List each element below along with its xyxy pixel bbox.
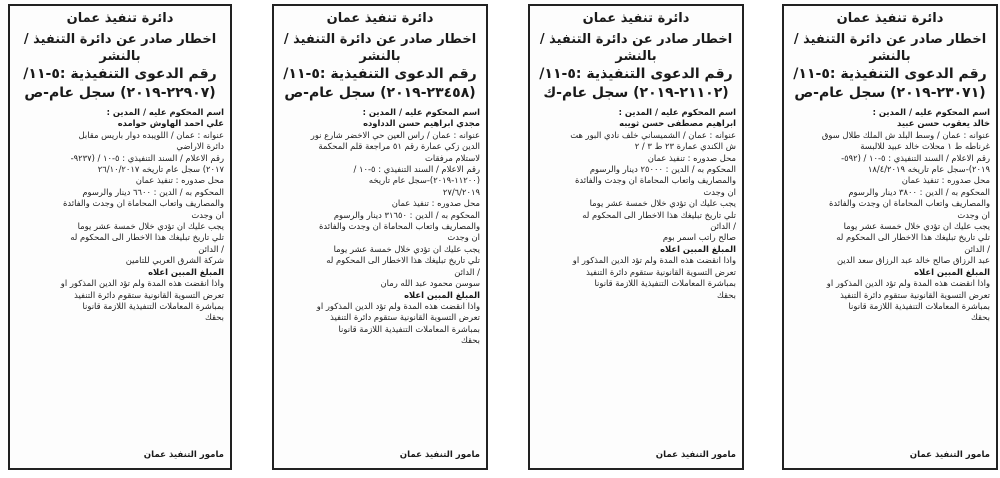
- department-heading: دائرة تنفيذ عمان: [836, 11, 944, 26]
- notice-line: المحكوم به / الدين : ٣١٦٥٠ دينار والرسوم: [333, 209, 480, 220]
- notice-line: ٢٠١٩)-سجل عام تاريخه ١٨/٤/٢٠١٩: [867, 164, 990, 175]
- notice-title: اخطار صادر عن دائرة التنفيذ / بالنشر: [283, 32, 477, 64]
- notice-line: بمباشرة المعاملات التنفيذية اللازمة قانونا: [82, 300, 224, 311]
- notice-line: والمصاريف واتعاب المحاماة ان وجدت والفائدة: [574, 175, 736, 186]
- notice-line: المحكوم به / الدين : ٢٥٠٠٠ دينار والرسوم: [589, 164, 736, 175]
- notice-line: / الدائن: [198, 243, 224, 254]
- notice-panel-2: [528, 4, 744, 470]
- notice-line: شركة الشرق العربي للتامين: [125, 255, 224, 266]
- notice-line: (١١٢٠٠-٢٠١٩)-سجل عام تاريخه: [368, 175, 480, 186]
- notice-line: رقم الاعلام / السند التنفيذي : ٥-١٠ / (٩٢٣٧-: [70, 152, 224, 163]
- notice-line: واذا انقضت هذه المدة ولم تؤد الدين المذكور او: [572, 255, 736, 266]
- notice-line: تلي تاريخ تبليغك هذا الاخطار الى المحكوم له: [70, 232, 224, 243]
- notice-line: ان وجدت: [957, 209, 990, 220]
- case-number-line-2: (٢٣٠٧١-٢٠١٩) سجل عام-ص: [794, 85, 986, 101]
- department-heading: دائرة تنفيذ عمان: [582, 11, 690, 26]
- notice-line: محل صدوره : تنفيذ عمان: [647, 152, 736, 163]
- notice-line: محل صدوره : تنفيذ عمان: [135, 175, 224, 186]
- notice-line: اسم المحكوم عليه / المدين :: [872, 107, 990, 117]
- notice-line: اسم المحكوم عليه / المدين :: [618, 107, 736, 117]
- notice-line: واذا انقضت هذه المدة ولم تؤد الدين المذكور او: [60, 278, 224, 289]
- notice-line: ان وجدت: [191, 209, 224, 220]
- notice-line: لاستلام مرفقات: [425, 152, 480, 163]
- notice-line: يجب عليك ان تؤدي خلال خمسة عشر يوما: [77, 221, 224, 232]
- department-heading: دائرة تنفيذ عمان: [326, 11, 434, 26]
- notice-line: تعرض التسوية القانونية ستقوم دائرة التنفيذ: [840, 289, 990, 300]
- notice-line: عنوانه : عمان / اللويبده دوار باريس مقابل: [78, 129, 224, 140]
- notice-line: واذا انقضت هذه المدة ولم تؤد الدين المذكور او: [826, 278, 990, 289]
- notice-body: [790, 107, 990, 324]
- notice-line: المحكوم به / الدين : ٦٦٠٠ دينار والرسوم: [82, 186, 224, 197]
- notice-line: المبلغ المبين اعلاه: [148, 266, 224, 277]
- notice-line: تلي تاريخ تبليغك هذا الاخطار الى المحكوم له: [582, 209, 736, 220]
- department-heading: دائرة تنفيذ عمان: [66, 11, 174, 26]
- signature: مامور التنفيذ عمان: [143, 450, 224, 460]
- notice-line: عنوانه : عمان / راس العين حي الاخضر شارع نور: [310, 129, 480, 140]
- notice-line: يجب عليك ان تؤدي خلال خمسة عشر يوما: [843, 221, 990, 232]
- notice-line: المبلغ المبين اعلاه: [404, 289, 480, 300]
- notice-line: علي احمد الهاوش حوامده: [117, 118, 224, 129]
- notice-line: مجدي ابراهيم حسن الدداوده: [363, 118, 480, 129]
- notice-line: المبلغ المبين اعلاه: [914, 266, 990, 277]
- signature: مامور التنفيذ عمان: [909, 450, 990, 460]
- notice-line: بحقك: [970, 312, 990, 323]
- notice-panel-1: [782, 4, 998, 470]
- notice-panel-3: [272, 4, 488, 470]
- case-number-line-2: (٢٢٩٠٧-٢٠١٩) سجل عام-ص: [24, 85, 216, 101]
- notice-line: / الدائن: [710, 221, 736, 232]
- notice-line: ٢٠١٧) سجل عام تاريخه ٢٦/١٠/٢٠١٧: [97, 164, 224, 175]
- notice-line: بمباشرة المعاملات التنفيذية اللازمة قانونا: [338, 323, 480, 334]
- notice-line: تلي تاريخ تبليغك هذا الاخطار الى المحكوم له: [836, 232, 990, 243]
- notice-line: عبد الرزاق صالح خالد عبد الرزاق سعد الدين: [837, 255, 990, 266]
- notice-line: خالد يعقوب حسن عبيد: [897, 118, 990, 129]
- notice-line: رقم الاعلام / السند التنفيذي : ٥-١٠ /: [353, 164, 480, 175]
- notice-line: ان وجدت: [703, 186, 736, 197]
- notice-line: تلي تاريخ تبليغك هذا الاخطار الى المحكوم له: [326, 255, 480, 266]
- case-number-line-1: رقم الدعوى التنفيذية :٥-١١/: [283, 66, 477, 82]
- notice-line: والمصاريف واتعاب المحاماة ان وجدت والفائدة: [828, 198, 990, 209]
- case-number-line-2: (٢٣٤٥٨-٢٠١٩) سجل عام-ص: [284, 85, 476, 101]
- notice-title: اخطار صادر عن دائرة التنفيذ / بالنشر: [23, 32, 217, 64]
- notice-line: / الدائن: [454, 266, 480, 277]
- notice-line: عنوانه : عمان / الشميساني خلف نادي البور هت: [570, 129, 736, 140]
- notice-line: والمصاريف واتعاب المحاماة ان وجدت والفائدة: [62, 198, 224, 209]
- notice-title: اخطار صادر عن دائرة التنفيذ / بالنشر: [793, 32, 987, 64]
- notice-line: يجب عليك ان تؤدي خلال خمسة عشر يوما: [333, 243, 480, 254]
- notice-line: تعرض التسوية القانونية ستقوم دائرة التنفيذ: [74, 289, 224, 300]
- notice-line: تعرض التسوية القانونية ستقوم دائرة التنفيذ: [330, 312, 480, 323]
- notice-line: / الدائن: [964, 243, 990, 254]
- notice-line: بحقك: [460, 335, 480, 346]
- signature: مامور التنفيذ عمان: [399, 450, 480, 460]
- notice-line: ان وجدت: [447, 232, 480, 243]
- notice-line: يجب عليك ان تؤدي خلال خمسة عشر يوما: [589, 198, 736, 209]
- notice-line: المبلغ المبين اعلاه: [660, 243, 736, 254]
- signature: مامور التنفيذ عمان: [655, 450, 736, 460]
- notice-line: بحقك: [716, 289, 736, 300]
- case-number-line-1: رقم الدعوى التنفيذية :٥-١١/: [23, 66, 217, 82]
- notice-line: محل صدوره : تنفيذ عمان: [391, 198, 480, 209]
- notice-line: والمصاريف واتعاب المحاماة ان وجدت والفائدة: [318, 221, 480, 232]
- case-number-line-1: رقم الدعوى التنفيذية :٥-١١/: [793, 66, 987, 82]
- notice-line: واذا انقضت هذه المدة ولم تؤد الدين المذكور او: [316, 300, 480, 311]
- notice-line: عنوانه : عمان / وسط البلد ش الملك طلال سوق: [821, 129, 990, 140]
- notice-line: سوسن محمود عبد الله رمان: [380, 278, 480, 289]
- notice-line: ابراهيم مصطفى حسن ثويبه: [619, 118, 736, 129]
- notice-line: تعرض التسوية القانونية ستقوم دائرة التنفيذ: [586, 266, 736, 277]
- notice-line: ٢٧/٦/٢٠١٩: [442, 186, 480, 197]
- notice-line: رقم الاعلام / السند التنفيذي : ٥-١٠ / (٥٩٢-: [841, 152, 990, 163]
- notice-line: بحقك: [204, 312, 224, 323]
- notice-line: محل صدوره : تنفيذ عمان: [901, 175, 990, 186]
- notice-line: بمباشرة المعاملات التنفيذية اللازمة قانونا: [848, 300, 990, 311]
- notice-line: غرناطه ط ١ محلات خالد عبيد للالبسة: [860, 141, 990, 152]
- notice-panel-4: [8, 4, 232, 470]
- notice-line: صالح راتب اسمر بوم: [662, 232, 736, 243]
- case-number-line-2: (٢١١٠٢-٢٠١٩) سجل عام-ك: [543, 85, 729, 101]
- notice-title: اخطار صادر عن دائرة التنفيذ / بالنشر: [539, 32, 733, 64]
- case-number-line-1: رقم الدعوى التنفيذية :٥-١١/: [539, 66, 733, 82]
- notice-line: اسم المحكوم عليه / المدين :: [362, 107, 480, 117]
- notice-line: ش الكندي عمارة ٢٣ ط ٣ / ٢: [634, 141, 736, 152]
- notice-line: دائرة الاراضي: [176, 141, 224, 152]
- notice-line: بمباشرة المعاملات التنفيذية اللازمة قانونا: [594, 278, 736, 289]
- notice-line: اسم المحكوم عليه / المدين :: [106, 107, 224, 117]
- notice-body: [536, 107, 736, 301]
- notice-line: المحكوم به / الدين : ٣٨٠٠ دينار والرسوم: [848, 186, 990, 197]
- notice-body: [16, 107, 224, 324]
- notice-line: الدين زكي عمارة رقم ٥١ مراجعة قلم المحكمة: [318, 141, 480, 152]
- notice-body: [280, 107, 480, 347]
